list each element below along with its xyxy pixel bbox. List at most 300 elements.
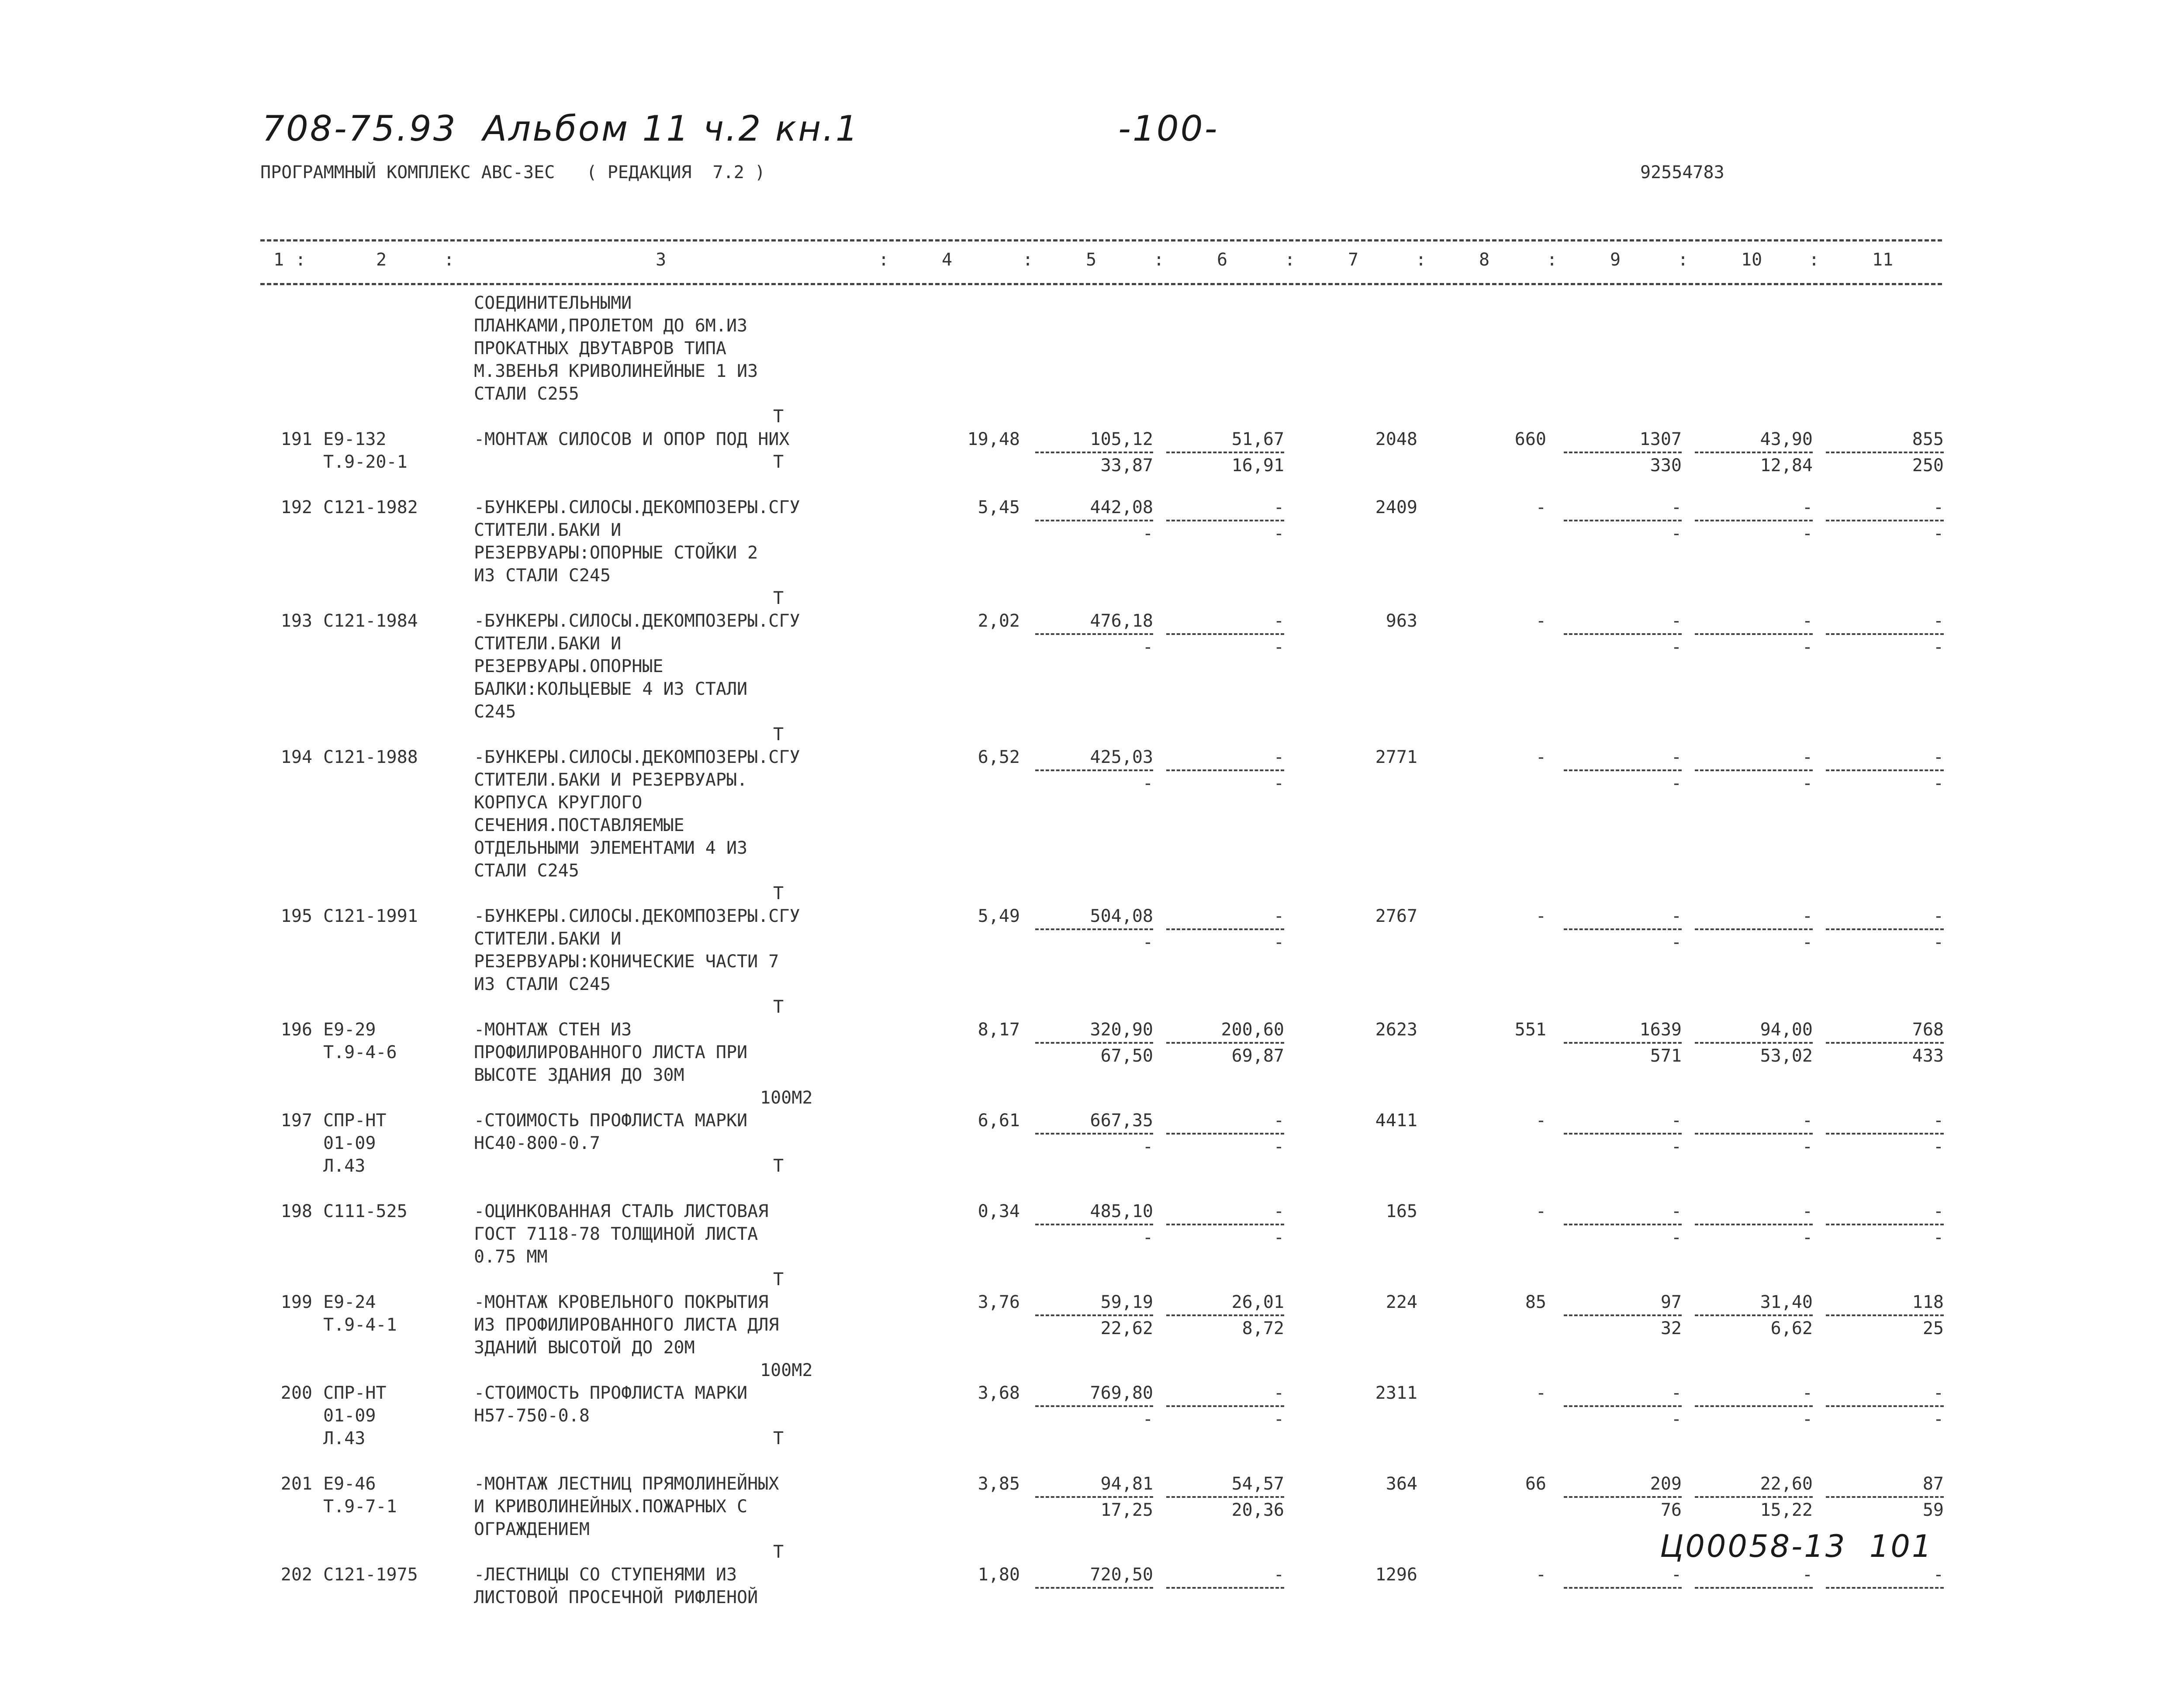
column-header: 6 [1217,250,1228,270]
value-separator [1035,1405,1153,1407]
work-description: ИЗ СТАЛИ С245 [474,566,611,586]
work-description: СТИТЕЛИ.БАКИ И [474,929,622,949]
value-separator [1695,1405,1813,1407]
value-separator [1035,769,1153,771]
norm-code: С121-1975 [323,1565,418,1585]
value-col-6: 51,67 [1231,429,1284,449]
value-separator [1564,1405,1682,1407]
program-title: ПРОГРАММНЫЙ КОМПЛЕКС АВС-3ЕС ( РЕДАКЦИЯ 7.2 ) [260,162,765,183]
work-description: НС40-800-0.7 [474,1133,600,1153]
work-description: РЕЗЕРВУАРЫ:КОНИЧЕСКИЕ ЧАСТИ 7 [474,952,779,972]
value-col-9: - [1671,497,1682,517]
value-col-11: - [1933,1201,1944,1221]
value-col-11: - [1933,747,1944,767]
value-col-9-second: 76 [1660,1500,1682,1520]
norm-code: 01-09 [323,1406,376,1426]
unit-label: Т [773,724,784,745]
work-description: М.ЗВЕНЬЯ КРИВОЛИНЕЙНЫЕ 1 ИЗ [474,361,758,381]
value-col-6-second: - [1273,773,1284,793]
footer-stamp [1660,1528,1933,1564]
value-col-5: 442,08 [1090,497,1153,517]
value-col-6: 200,60 [1221,1020,1284,1040]
value-col-7: 2409 [1375,497,1417,517]
album-title: Альбом 11 ч.2 кн.1 [483,108,860,149]
value-separator [1826,1042,1944,1044]
value-col-8: - [1535,1565,1546,1585]
value-col-9: - [1671,1383,1682,1403]
value-separator [1166,633,1284,635]
footer-sheet: 101 [1869,1528,1933,1564]
norm-code: 01-09 [323,1133,376,1153]
value-separator [1826,633,1944,635]
value-col-10: - [1802,1201,1813,1221]
value-col-8: - [1535,747,1546,767]
value-col-9: - [1671,1565,1682,1585]
column-header: 10 [1741,250,1762,270]
work-description: ПРОКАТНЫХ ДВУТАВРОВ ТИПА [474,338,726,359]
norm-code: Е9-132 [323,429,387,449]
unit-label: Т [773,452,784,472]
unit-label: 100М2 [760,1088,813,1108]
work-description: -БУНКЕРЫ.СИЛОСЫ.ДЕКОМПОЗЕРЫ.СГУ [474,497,800,517]
value-col-6: - [1273,1565,1284,1585]
value-separator [1695,1314,1813,1316]
value-separator [1035,928,1153,930]
work-description: РЕЗЕРВУАРЫ:ОПОРНЫЕ СТОЙКИ 2 [474,543,758,563]
unit-label: Т [773,407,784,427]
work-description: 0.75 ММ [474,1247,548,1267]
value-separator [1564,1224,1682,1225]
value-col-5: 667,35 [1090,1111,1153,1131]
row-number: 196 [280,1020,312,1040]
unit-label: Т [773,1269,784,1290]
value-col-5-second: - [1142,1409,1153,1429]
value-col-5: 720,50 [1090,1565,1153,1585]
work-description: СЕЧЕНИЯ.ПОСТАВЛЯЕМЫЕ [474,815,684,835]
table-row [0,1018,2184,1108]
value-separator [1826,520,1944,521]
value-separator [1166,769,1284,771]
value-col-11-second: - [1933,1137,1944,1157]
row-number: 200 [280,1383,312,1403]
value-separator [1166,928,1284,930]
value-col-9-second: 330 [1650,455,1682,476]
value-col-8: - [1535,906,1546,926]
value-col-5: 320,90 [1090,1020,1153,1040]
value-separator [1695,1587,1813,1589]
row-number: 202 [280,1565,312,1585]
value-separator [1166,1314,1284,1316]
work-description: -МОНТАЖ ЛЕСТНИЦ ПРЯМОЛИНЕЙНЫХ [474,1474,779,1494]
value-col-9-second: 571 [1650,1046,1682,1066]
value-col-5: 94,81 [1100,1474,1153,1494]
value-separator [1166,1133,1284,1135]
value-col-9: - [1671,906,1682,926]
value-separator [1695,633,1813,635]
value-col-7: 2771 [1375,747,1417,767]
value-col-5-second: - [1142,524,1153,544]
value-col-7: 2767 [1375,906,1417,926]
value-col-7: 224 [1386,1292,1417,1312]
work-description: ПЛАНКАМИ,ПРОЛЕТОМ ДО 6М.ИЗ [474,316,748,336]
value-col-11-second: - [1933,932,1944,952]
table-row [0,428,2184,476]
value-col-10-second: 15,22 [1760,1500,1813,1520]
value-col-9-second: 32 [1660,1318,1682,1338]
row-number [271,292,312,314]
value-col-8: - [1535,1383,1546,1403]
value-col-7: 165 [1386,1201,1417,1221]
value-col-6-second: 69,87 [1231,1046,1284,1066]
work-description: ИЗ СТАЛИ С245 [474,974,611,994]
value-col-11-second: - [1933,1228,1944,1248]
value-col-11-second: 250 [1912,455,1944,476]
value-col-9: - [1671,1111,1682,1131]
table-row [0,610,2184,745]
value-separator [1166,520,1284,521]
value-col-9: 1639 [1639,1020,1682,1040]
value-col-4: 1,80 [978,1565,1020,1585]
value-col-5: 476,18 [1090,611,1153,631]
value-col-4: 3,85 [978,1474,1020,1494]
value-separator [1035,1496,1153,1498]
table-row [0,1200,2184,1290]
value-col-9: - [1671,1201,1682,1221]
value-col-11: 87 [1922,1474,1944,1494]
value-col-10: 22,60 [1760,1474,1813,1494]
value-col-5: 105,12 [1090,429,1153,449]
value-col-5-second: 22,62 [1100,1318,1153,1338]
table-row [0,1109,2184,1176]
value-col-10: - [1802,747,1813,767]
value-col-4: 3,76 [978,1292,1020,1312]
value-col-11-second: - [1933,637,1944,657]
norm-code: СПР-НТ [323,1383,387,1403]
column-header: 8 [1479,250,1490,270]
value-separator [1166,1405,1284,1407]
table-row [0,905,2184,1017]
norm-code: С121-1984 [323,611,418,631]
value-separator [1035,1133,1153,1135]
norm-code: Т.9-4-6 [323,1042,397,1062]
value-col-5: 425,03 [1090,747,1153,767]
work-description: -СТОИМОСТЬ ПРОФЛИСТА МАРКИ [474,1383,748,1403]
value-separator [1695,452,1813,453]
value-separator [1166,452,1284,453]
value-col-6-second: 8,72 [1242,1318,1284,1338]
work-description: ИЗ ПРОФИЛИРОВАННОГО ЛИСТА ДЛЯ [474,1315,779,1335]
value-col-6: - [1273,906,1284,926]
value-col-11: - [1933,906,1944,926]
row-number: 193 [280,611,312,631]
norm-code: С111-525 [323,1201,408,1221]
norm-code: Е9-24 [323,1292,376,1312]
value-col-6: - [1273,1201,1284,1221]
value-col-5: 769,80 [1090,1383,1153,1403]
value-col-8: 66 [1525,1474,1546,1494]
row-number: 191 [280,429,312,449]
value-separator [1826,452,1944,453]
value-col-5-second: 17,25 [1100,1500,1153,1520]
value-separator [1564,1587,1682,1589]
work-description: -ОЦИНКОВАННАЯ СТАЛЬ ЛИСТОВАЯ [474,1201,769,1221]
work-description: ЛИСТОВОЙ ПРОСЕЧНОЙ РИФЛЕНОЙ [474,1587,758,1607]
value-col-10-second: - [1802,1228,1813,1248]
value-col-11-second: 433 [1912,1046,1944,1066]
value-col-11: - [1933,1565,1944,1585]
value-col-9: - [1671,747,1682,767]
value-separator [1564,1042,1682,1044]
value-col-7: 963 [1386,611,1417,631]
value-col-10: - [1802,906,1813,926]
value-separator [1695,1042,1813,1044]
column-header: 3 [656,250,667,270]
value-separator [1564,452,1682,453]
value-col-7: 364 [1386,1474,1417,1494]
row-number: 197 [280,1111,312,1131]
norm-code: Т.9-7-1 [323,1497,397,1517]
value-col-6: - [1273,1383,1284,1403]
value-col-9-second: - [1671,637,1682,657]
table-row [0,1291,2184,1380]
value-col-6-second: - [1273,637,1284,657]
column-header: 2 [376,250,387,270]
value-col-4: 5,45 [978,497,1020,517]
value-col-11: - [1933,497,1944,517]
value-separator [1695,1224,1813,1225]
value-col-8: 551 [1514,1020,1546,1040]
value-separator [1695,928,1813,930]
row-number: 194 [280,747,312,767]
value-separator [1564,1133,1682,1135]
work-description: Н57-750-0.8 [474,1406,590,1426]
value-separator [1826,1133,1944,1135]
value-col-10: 94,00 [1760,1020,1813,1040]
value-col-5-second: 67,50 [1100,1046,1153,1066]
value-separator [1564,769,1682,771]
column-header: 11 [1872,250,1894,270]
value-col-10-second: - [1802,773,1813,793]
value-separator [1035,1314,1153,1316]
value-col-11-second: - [1933,1409,1944,1429]
value-separator [1035,520,1153,521]
value-col-9-second: - [1671,932,1682,952]
work-description: -МОНТАЖ СТЕН ИЗ [474,1020,632,1040]
value-separator [1826,1314,1944,1316]
value-col-4: 8,17 [978,1020,1020,1040]
value-col-4: 19,48 [967,429,1020,449]
table-row [0,746,2184,904]
work-description: СОЕДИНИТЕЛЬНЫМИ [474,293,632,313]
value-separator [1564,1314,1682,1316]
row-number: 198 [280,1201,312,1221]
table-row [0,292,2184,427]
norm-code: Л.43 [323,1156,366,1176]
value-separator [1035,1587,1153,1589]
value-col-6-second: - [1273,1137,1284,1157]
value-separator [1035,633,1153,635]
value-col-10-second: - [1802,524,1813,544]
value-col-7: 2623 [1375,1020,1417,1040]
value-separator [1035,1224,1153,1225]
work-description: СТАЛИ С255 [474,384,579,404]
value-col-7: 4411 [1375,1111,1417,1131]
unit-label: Т [773,588,784,608]
value-col-7: 2311 [1375,1383,1417,1403]
value-col-6: 26,01 [1231,1292,1284,1312]
value-col-6: - [1273,747,1284,767]
work-description: БАЛКИ:КОЛЬЦЕВЫЕ 4 ИЗ СТАЛИ [474,679,748,699]
row-number: 201 [280,1474,312,1494]
norm-code: Е9-46 [323,1474,376,1494]
norm-code: Т.9-4-1 [323,1315,397,1335]
column-header: 9 [1610,250,1621,270]
value-separator [1035,1042,1153,1044]
work-description: ПРОФИЛИРОВАННОГО ЛИСТА ПРИ [474,1042,748,1062]
work-description: ВЫСОТЕ ЗДАНИЯ ДО 30М [474,1065,684,1085]
value-col-11-second: - [1933,524,1944,544]
value-col-9-second: - [1671,524,1682,544]
value-col-8: - [1535,1111,1546,1131]
row-number: 192 [280,497,312,517]
work-description: -СТОИМОСТЬ ПРОФЛИСТА МАРКИ [474,1111,748,1131]
unit-label: Т [773,883,784,904]
work-description: -БУНКЕРЫ.СИЛОСЫ.ДЕКОМПОЗЕРЫ.СГУ [474,747,800,767]
value-col-9: 209 [1650,1474,1682,1494]
value-col-10-second: - [1802,637,1813,657]
value-separator [1826,1587,1944,1589]
work-description: СТИТЕЛИ.БАКИ И РЕЗЕРВУАРЫ. [474,770,748,790]
work-description: КОРПУСА КРУГЛОГО [474,793,643,813]
value-col-8: - [1535,611,1546,631]
album-code: 708-75.93 [262,108,457,149]
work-description: ОГРАЖДЕНИЕМ [474,1519,590,1539]
work-description: -МОНТАЖ СИЛОСОВ И ОПОР ПОД НИХ [474,429,790,449]
table-row [0,1563,2184,1607]
value-col-10: - [1802,1111,1813,1131]
value-col-10-second: 12,84 [1760,455,1813,476]
value-separator [1695,520,1813,521]
work-description: С245 [474,702,516,722]
value-col-4: 5,49 [978,906,1020,926]
row-number: 199 [280,1292,312,1312]
value-col-9: 1307 [1639,429,1682,449]
value-separator [1166,1496,1284,1498]
header-rule [260,283,1942,285]
value-col-4: 2,02 [978,611,1020,631]
work-description: -МОНТАЖ КРОВЕЛЬНОГО ПОКРЫТИЯ [474,1292,769,1312]
value-col-11-second: 25 [1922,1318,1944,1338]
column-header: 4 [942,250,953,270]
column-header: 5 [1086,250,1097,270]
norm-code: СПР-НТ [323,1111,387,1131]
value-col-9: - [1671,611,1682,631]
value-col-5-second: 33,87 [1100,455,1153,476]
value-col-11: 855 [1912,429,1944,449]
work-description: -ЛЕСТНИЦЫ СО СТУПЕНЯМИ ИЗ [474,1565,737,1585]
work-description: СТАЛИ С245 [474,861,579,881]
value-separator [1695,1496,1813,1498]
value-col-5-second: - [1142,932,1153,952]
footer-code: Ц00058-13 [1660,1528,1847,1564]
value-separator [1564,633,1682,635]
norm-code: С121-1991 [323,906,418,926]
value-col-5: 59,19 [1100,1292,1153,1312]
value-separator [1826,928,1944,930]
value-col-10-second: - [1802,1409,1813,1429]
value-col-11: - [1933,1111,1944,1131]
album-header [262,108,860,149]
work-description: -БУНКЕРЫ.СИЛОСЫ.ДЕКОМПОЗЕРЫ.СГУ [474,611,800,631]
work-description: ЗДАНИЙ ВЫСОТОЙ ДО 20М [474,1338,695,1358]
value-col-9-second: - [1671,1409,1682,1429]
value-col-9-second: - [1671,1137,1682,1157]
value-col-10: - [1802,1383,1813,1403]
value-col-11: - [1933,1383,1944,1403]
column-header: 1 [273,250,284,270]
value-col-5-second: - [1142,1137,1153,1157]
norm-code: С121-1982 [323,497,418,517]
value-separator [1166,1587,1284,1589]
work-description: И КРИВОЛИНЕЙНЫХ.ПОЖАРНЫХ С [474,1497,748,1517]
value-separator [1035,452,1153,453]
value-col-5-second: - [1142,1228,1153,1248]
table-row [0,1382,2184,1449]
value-col-4: 6,52 [978,747,1020,767]
value-col-9-second: - [1671,773,1682,793]
value-col-6: - [1273,497,1284,517]
value-col-9-second: - [1671,1228,1682,1248]
value-col-10-second: - [1802,932,1813,952]
value-col-10: - [1802,611,1813,631]
value-separator [1564,1496,1682,1498]
value-col-5-second: - [1142,773,1153,793]
document-id: 92554783 [1640,162,1724,183]
work-description: -БУНКЕРЫ.СИЛОСЫ.ДЕКОМПОЗЕРЫ.СГУ [474,906,800,926]
value-col-8: - [1535,1201,1546,1221]
work-description: ОТДЕЛЬНЫМИ ЭЛЕМЕНТАМИ 4 ИЗ [474,838,748,858]
value-col-6: - [1273,611,1284,631]
value-col-4: 0,34 [978,1201,1020,1221]
value-col-6-second: - [1273,932,1284,952]
value-col-11: 118 [1912,1292,1944,1312]
value-col-7: 2048 [1375,429,1417,449]
value-col-8: 660 [1514,429,1546,449]
work-description: СТИТЕЛИ.БАКИ И [474,634,622,654]
value-col-10: 43,90 [1760,429,1813,449]
value-col-6-second: - [1273,1409,1284,1429]
value-col-8: - [1535,497,1546,517]
value-col-7: 1296 [1375,1565,1417,1585]
value-separator [1826,769,1944,771]
value-col-4: 6,61 [978,1111,1020,1131]
value-col-6: 54,57 [1231,1474,1284,1494]
value-col-6-second: 16,91 [1231,455,1284,476]
value-col-5-second: - [1142,637,1153,657]
unit-label: Т [773,1428,784,1449]
value-col-6-second: 20,36 [1231,1500,1284,1520]
row-number: 195 [280,906,312,926]
value-col-9: 97 [1660,1292,1682,1312]
norm-code: Л.43 [323,1428,366,1449]
value-separator [1826,1224,1944,1225]
value-col-4: 3,68 [978,1383,1020,1403]
value-col-11: 768 [1912,1020,1944,1040]
value-separator [1826,1405,1944,1407]
value-col-10: - [1802,497,1813,517]
unit-label: Т [773,1542,784,1562]
page-number: -100- [1118,108,1219,149]
